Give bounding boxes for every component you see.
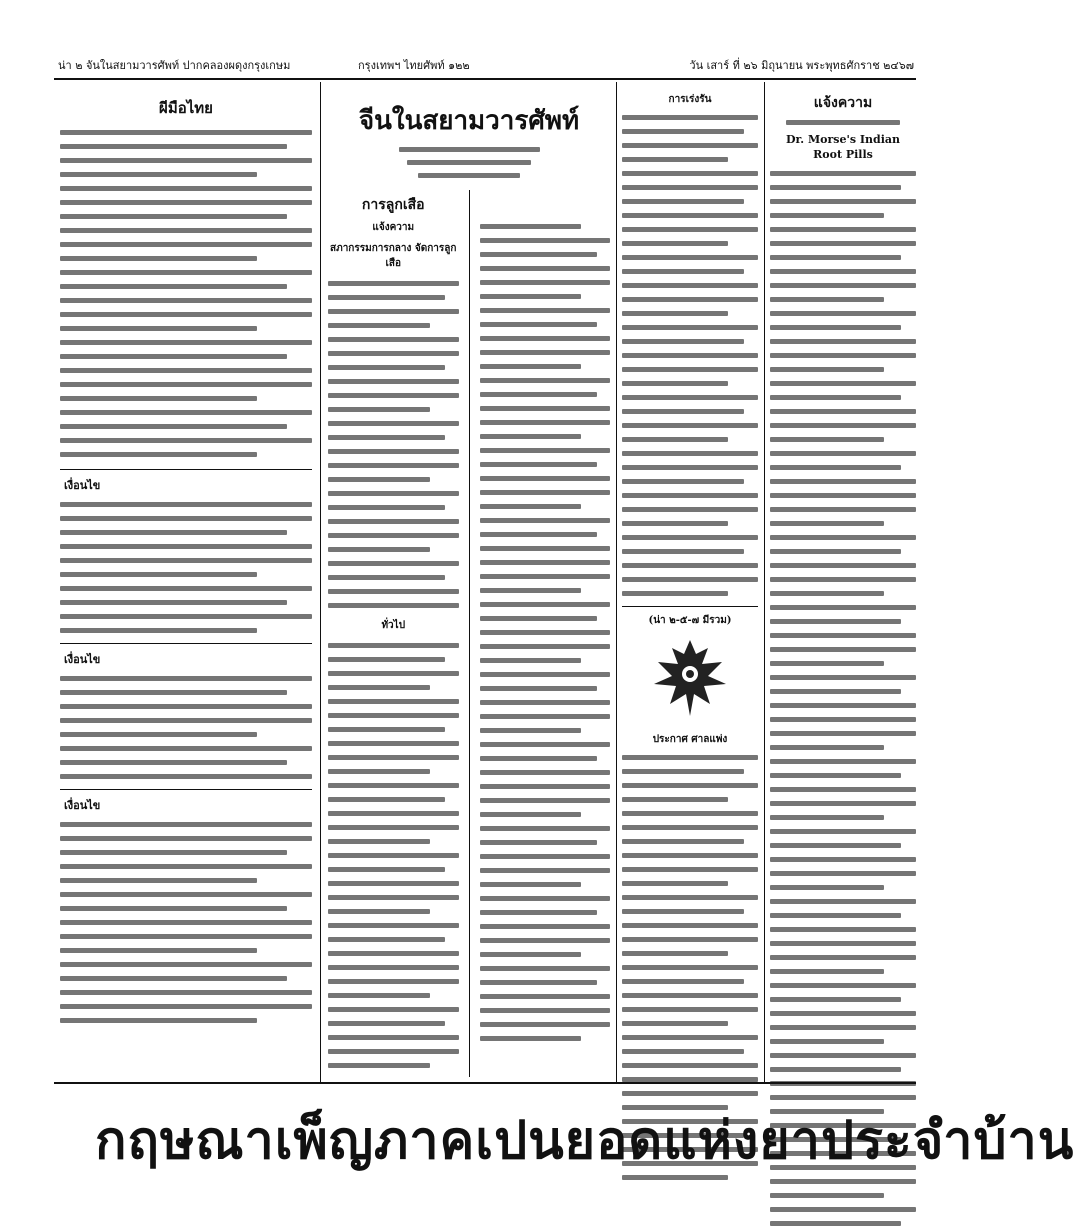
- footer-rule: [54, 1082, 916, 1084]
- header-left: น่า ๒ จันในสยามวารศัพท์ ปากคลองผดุงกรุงเกษม: [58, 59, 291, 72]
- header-rule: [54, 78, 916, 80]
- masthead: จีนในสยามวารศัพท์: [358, 106, 580, 136]
- col3-proclamation: ประกาศ ศาลแพ่ง: [652, 734, 728, 745]
- column-1: [60, 86, 312, 1076]
- col1-title: ผีมือไทย: [159, 99, 213, 117]
- col2-subhead-2: แจ้งความ: [372, 222, 415, 233]
- col2-committee: สภากรรมการกลาง จัดการลูกเสือ: [330, 243, 457, 269]
- header-middle: กรุงเทพฯ ไทยศัพท์ ๑๒๒: [358, 59, 470, 72]
- col2-subhead: การลูกเสือ: [361, 197, 425, 213]
- column-3: [622, 86, 758, 1076]
- english-title-2: Root Pills: [813, 148, 873, 161]
- column-2: [328, 86, 610, 1076]
- col3-title: การเร่งรัน: [668, 94, 712, 105]
- col1-box1-title: เงื่อนไข: [64, 479, 101, 492]
- column-4: [770, 86, 916, 1076]
- english-title-1: Dr. Morse's Indian: [785, 133, 900, 146]
- col2-section: ทั่วไป: [381, 620, 406, 631]
- royal-garuda-emblem: [646, 634, 734, 726]
- col4-title: แจ้งความ: [813, 95, 873, 111]
- header-right: วัน เสาร์ ที่ ๒๖ มิถุนายน พระพุทธศักราช ๒๔๖๗: [689, 59, 914, 72]
- col3-box-number: (น่า ๒-๕-๗ มีรวม): [648, 615, 732, 626]
- column-rule-3: [764, 82, 765, 1082]
- col1-box2-title: เงื่อนไข: [64, 653, 101, 666]
- footer-banner: กฤษณาเพ็ญภาคเปนยอดแห่งยาประจำบ้าน: [95, 1111, 1074, 1171]
- column-rule-1: [320, 82, 321, 1082]
- col1-box3-title: เงื่อนไข: [64, 799, 101, 812]
- column-rule-2: [616, 82, 617, 1082]
- page-header: [58, 56, 914, 76]
